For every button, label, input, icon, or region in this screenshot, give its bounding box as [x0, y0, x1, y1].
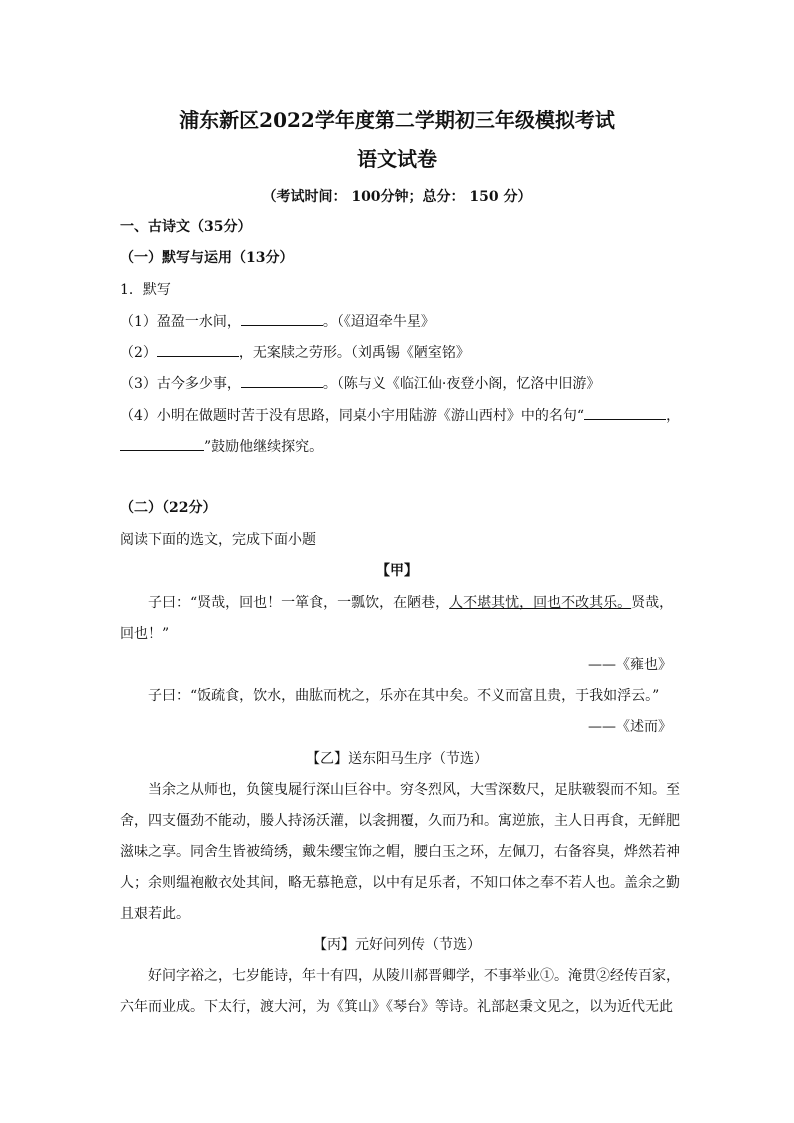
passage-line: 当余之从师也，负箧曳屣行深山巨谷中。穷冬烈风，大雪深数尺，足肤皲裂而不知。至: [148, 782, 680, 798]
passage-line: 滋味之享。同舍生皆被绮绣，戴朱缨宝饰之帽，腰白玉之环，左佩刀，右备容臭，烨然若神: [120, 844, 680, 860]
exam-title: 浦东新区2022学年度第二学期初三年级模拟考试: [179, 108, 615, 132]
passage-line: 好问字裕之，七岁能诗，年十有四，从陵川郝晋卿学，不事举业①。淹贯②经传百家，: [148, 968, 680, 984]
item-suffix: ”鼓励他继续探究。: [204, 439, 324, 455]
passage-line: 人；余则缊袍敝衣处其间，略无慕艳意，以中有足乐者，不知口体之奉不若人也。盖余之勤: [120, 875, 680, 891]
answer-blank[interactable]: [241, 373, 323, 388]
section-heading: 一、古诗文（35分）: [120, 219, 252, 235]
item-suffix: 。（《迢迢牵牛星》: [322, 314, 435, 330]
answer-blank[interactable]: [241, 311, 323, 326]
dictation-item-continued: [120, 436, 323, 457]
passage-line: 回也！”: [120, 626, 170, 642]
dictation-item: [120, 373, 600, 394]
question-label: 1．默写: [120, 282, 171, 298]
part-heading: （二）（22分）: [120, 500, 217, 516]
exam-info: （考试时间： 100分钟；总分： 150 分）: [262, 189, 532, 205]
passage-source: ——《述而》: [588, 719, 672, 735]
paper-subtitle: 语文试卷: [357, 147, 437, 171]
part-heading: （一）默写与运用（13分）: [120, 250, 294, 266]
dictation-item: [120, 405, 680, 426]
passage-source: ——《雍也》: [588, 657, 672, 673]
item-suffix: ，: [666, 408, 681, 424]
passage-label-yi: 【乙】送东阳马生序（节选）: [306, 751, 488, 767]
passage-label-bing: 【丙】元好问列传（节选）: [313, 937, 481, 953]
passage-line: 子曰：“贤哉，回也！一箪食，一瓢饮，在陋巷，人不堪其忧，回也不改其乐。贤哉，: [148, 595, 674, 611]
reading-instruction: 阅读下面的选文，完成下面小题: [120, 532, 316, 548]
item-prefix: （1）盈盈一水间，: [120, 314, 241, 330]
item-prefix: （4）小明在做题时苦于没有思路，同桌小宇用陆游《游山西村》中的名句“: [120, 408, 585, 424]
answer-blank[interactable]: [120, 436, 204, 451]
passage-line: 六年而业成。下太行，渡大河，为《箕山》《琴台》等诗。礼部赵秉文见之，以为近代无此: [120, 999, 673, 1015]
item-suffix: ，无案牍之劳形。（刘禹锡《陋室铭》: [238, 345, 470, 361]
item-prefix: （3）古今多少事，: [120, 376, 241, 392]
item-prefix: （2）: [120, 345, 157, 361]
answer-blank[interactable]: [157, 342, 239, 357]
dictation-item: [120, 311, 435, 332]
item-suffix: 。（陈与义《临江仙·夜登小阁，忆洛中旧游》: [322, 376, 601, 392]
dictation-item: [120, 342, 470, 363]
passage-line: 舍，四支僵劲不能动，媵人持汤沃灌，以衾拥覆，久而乃和。寓逆旅，主人日再食，无鲜肥: [120, 813, 680, 829]
underlined-sentence: 人不堪其忧，回也不改其乐。: [449, 595, 632, 611]
passage-line: 子曰：“饭疏食，饮水，曲肱而枕之，乐亦在其中矣。不义而富且贵，于我如浮云。”: [148, 688, 660, 704]
answer-blank[interactable]: [584, 405, 666, 420]
passage-label-jia: 【甲】: [376, 563, 418, 579]
passage-line: 且艰若此。: [120, 906, 190, 922]
